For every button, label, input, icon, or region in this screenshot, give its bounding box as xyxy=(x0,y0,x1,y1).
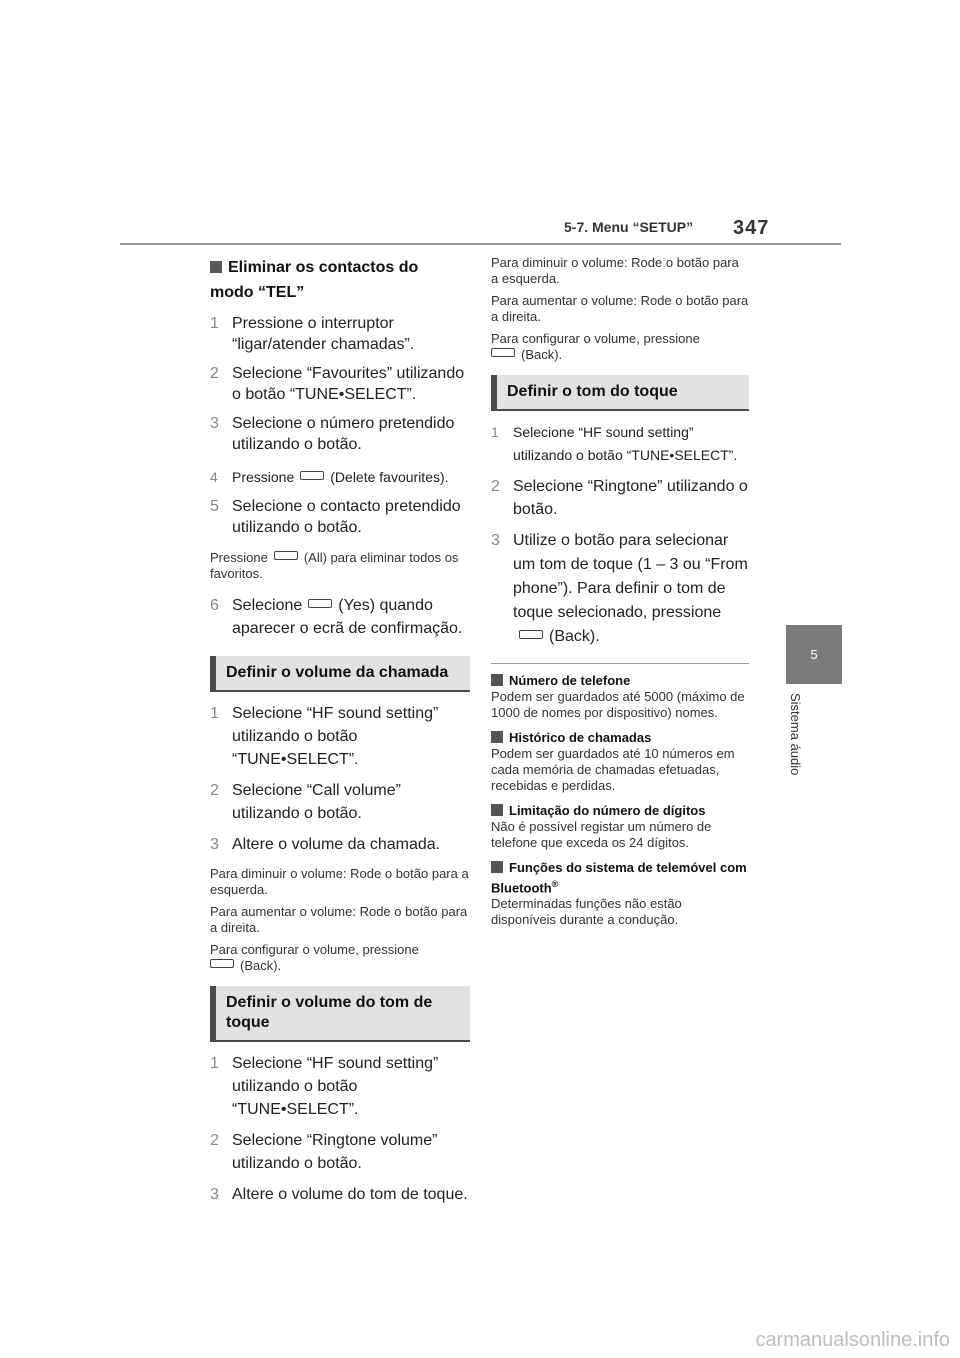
button-icon xyxy=(519,630,543,639)
square-bullet-icon xyxy=(491,804,503,816)
step-item: 1 Selecione “HF sound setting” utilizando o botão “TUNE•SELECT”. xyxy=(491,424,738,463)
note-text: Para configurar o volume, pressione (Back). xyxy=(491,331,700,362)
step-item: 3 Selecione o número pretendido utilizando o botão. xyxy=(210,415,455,453)
step-item: 3 Altere o volume do tom de toque. xyxy=(210,1186,468,1203)
step-item: 6 Selecione (Yes) quando aparecer o ecrã de confirmação. xyxy=(210,597,463,637)
square-bullet-icon xyxy=(491,731,503,743)
step-item: 2 Selecione “Ringtone volume” utilizando o botão. xyxy=(210,1132,438,1172)
note-text: Para diminuir o volume: Rode o botão para a esquerda. xyxy=(491,255,739,286)
chapter-side-label: Sistema áudio xyxy=(788,693,803,776)
left-column xyxy=(210,255,470,1206)
note-text: Para configurar o volume, pressione (Back). xyxy=(210,942,419,973)
ringtone-volume-section-title: Definir o volume do tom de toque xyxy=(210,986,470,1042)
square-bullet-icon xyxy=(491,674,503,686)
watermark: carmanualsonline.info xyxy=(755,1329,950,1351)
info-text: Não é possível registar um número de telefone que exceda os 24 dígitos. xyxy=(491,819,712,850)
square-bullet-icon xyxy=(491,861,503,873)
note-text: Para aumentar o volume: Rode o botão para a direita. xyxy=(210,904,468,935)
page-number: 347 xyxy=(733,217,770,239)
step-item: 5 Selecione o contacto pretendido utilizando o botão. xyxy=(210,498,461,536)
info-heading: Histórico de chamadas xyxy=(491,730,749,746)
ringtone-section-title: Definir o tom do toque xyxy=(491,375,749,411)
button-icon xyxy=(300,471,324,480)
step-item: 1 Pressione o interruptor “ligar/atender chamadas”. xyxy=(210,315,415,353)
call-volume-section-title: Definir o volume da chamada xyxy=(210,656,470,692)
step-item: 1 Selecione “HF sound setting” utilizando o botão “TUNE•SELECT”. xyxy=(210,705,439,768)
step-item: 2 Selecione “Call volume” utilizando o botão. xyxy=(210,782,401,822)
info-heading: Número de telefone xyxy=(491,673,749,689)
section-title: 5-7. Menu “SETUP” xyxy=(564,219,694,235)
square-bullet-icon xyxy=(210,261,222,273)
button-icon xyxy=(308,599,332,608)
chapter-tab: 5 xyxy=(786,625,842,684)
info-text: Podem ser guardados até 10 números em cada memória de chamadas efetuadas, recebidas e perdidas. xyxy=(491,746,735,793)
step-item: 2 Selecione “Ringtone” utilizando o botão. xyxy=(491,478,748,518)
note-text: Para aumentar o volume: Rode o botão para a direita. xyxy=(491,293,749,324)
step-item: 4 Pressione (Delete favourites). xyxy=(210,469,449,485)
button-icon xyxy=(210,959,234,968)
delete-contacts-heading: Eliminar os contactos do modo “TEL” xyxy=(210,259,419,301)
info-text: Podem ser guardados até 5000 (máximo de 1000 de nomes por dispositivo) nomes. xyxy=(491,689,745,720)
button-icon xyxy=(491,348,515,357)
step-item: 3 Utilize o botão para selecionar um tom de toque (1 – 3 ou “From phone”). Para definir o tom de toque selecionado, pressione(Back). xyxy=(491,532,748,645)
note-text: Pressione (All) para eliminar todos os favoritos. xyxy=(210,550,459,581)
step-item: 1 Selecione “HF sound setting” utilizando o botão “TUNE•SELECT”. xyxy=(210,1055,439,1118)
step-item: 2 Selecione “Favourites” utilizando o botão “TUNE•SELECT”. xyxy=(210,365,465,403)
info-heading: Funções do sistema de telemóvel com Bluetooth® xyxy=(491,860,747,896)
button-icon xyxy=(274,551,298,560)
info-heading: Limitação do número de dígitos xyxy=(491,803,749,819)
right-column xyxy=(491,255,749,928)
info-text: Determinadas funções não estão disponíveis durante a condução. xyxy=(491,896,682,928)
note-text: Para diminuir o volume: Rode o botão para a esquerda. xyxy=(210,866,469,897)
divider xyxy=(491,663,749,664)
step-item: 3 Altere o volume da chamada. xyxy=(210,836,441,853)
header-rule xyxy=(120,243,841,245)
